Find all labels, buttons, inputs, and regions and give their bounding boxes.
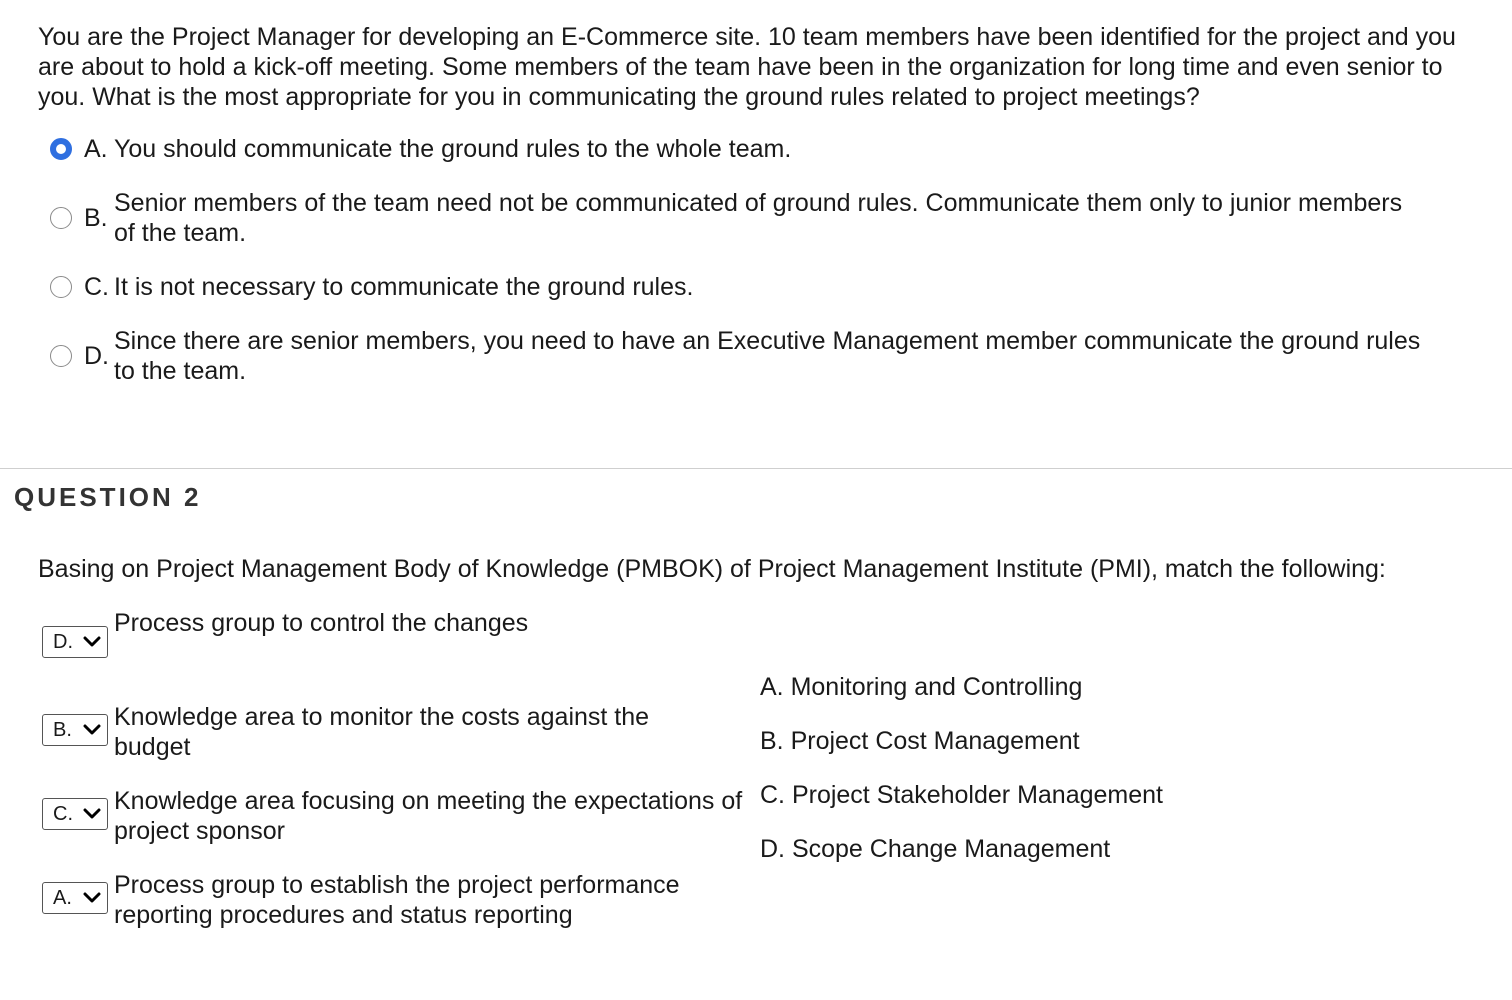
match-select-2[interactable]: [42, 714, 108, 746]
match-label-2: Knowledge area to monitor the costs against the budget: [114, 703, 650, 761]
chevron-down-icon: [83, 892, 101, 904]
match-label-1: Process group to control the changes: [114, 609, 529, 637]
option-letter: A.: [84, 135, 108, 163]
radio-icon[interactable]: [50, 276, 72, 298]
chevron-down-icon: [83, 808, 101, 820]
option-text: It is not necessary to communicate the ground rules.: [114, 273, 694, 301]
chevron-down-icon: [83, 636, 101, 648]
option-text: Since there are senior members, you need to have an Executive Management member communicate the ground rules to the team.: [114, 327, 1421, 385]
match-label-4: Process group to establish the project performance reporting procedures and status reporting: [114, 871, 680, 929]
radio-selected-icon[interactable]: [50, 138, 72, 160]
match-label-3: Knowledge area focusing on meeting the expectations of project sponsor: [114, 787, 743, 845]
match-row-2: [42, 702, 714, 762]
match-row-4: [42, 870, 724, 930]
radio-icon[interactable]: [50, 345, 72, 367]
select-value: B.: [53, 719, 72, 741]
match-row-3: [42, 786, 754, 846]
option-d[interactable]: [50, 326, 1434, 386]
option-letter: C.: [84, 273, 109, 301]
select-value: D.: [53, 631, 73, 653]
option-c[interactable]: [50, 272, 693, 302]
chevron-down-icon: [83, 724, 101, 736]
match-select-3[interactable]: [42, 798, 108, 830]
section-divider: [0, 468, 1512, 469]
option-letter: B.: [84, 204, 108, 232]
question2-heading: QUESTION 2: [14, 482, 202, 512]
option-letter: D.: [84, 342, 109, 370]
match-select-1[interactable]: [42, 626, 108, 658]
match-row-1: [42, 608, 754, 658]
answer-b: B. Project Cost Management: [760, 727, 1080, 755]
question1-text: You are the Project Manager for developing an E-Commerce site. 10 team members have been identified for the project and you are about to hold a kick-off meeting. Some members of the team have been in the organization for long time and even senior to you. What is the most appropriate for you in communicating the ground rules related to project meetings?: [38, 23, 1456, 111]
select-value: A.: [53, 887, 72, 909]
question2-text: Basing on Project Management Body of Knowledge (PMBOK) of Project Management Institute (PMI), match the following:: [38, 555, 1386, 583]
radio-icon[interactable]: [50, 207, 72, 229]
option-b[interactable]: [50, 188, 1414, 248]
match-select-4[interactable]: [42, 882, 108, 914]
answer-d: D. Scope Change Management: [760, 835, 1111, 863]
answer-c: C. Project Stakeholder Management: [760, 781, 1163, 809]
option-text: Senior members of the team need not be communicated of ground rules. Communicate them only to junior members of the team.: [114, 189, 1403, 247]
answer-a: A. Monitoring and Controlling: [760, 673, 1083, 701]
option-a[interactable]: [50, 134, 791, 164]
select-value: C.: [53, 803, 73, 825]
option-text: You should communicate the ground rules to the whole team.: [114, 135, 792, 163]
